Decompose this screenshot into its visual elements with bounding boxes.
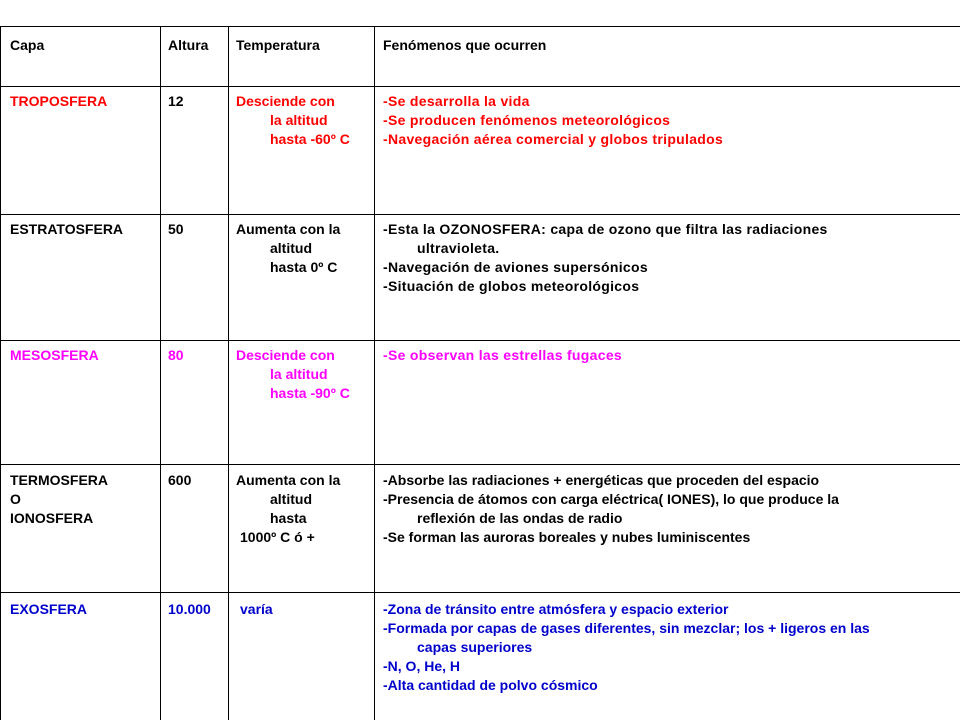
column-divider [374,26,375,720]
table-row-exosfera-capa: EXOSFERA [10,601,88,617]
row-divider [0,86,960,87]
row-divider [0,592,960,593]
table-row-termosfera-altura: 600 [168,472,192,488]
table-row-mesosfera-altura: 80 [168,347,184,363]
table-row-termosfera-temperatura: Aumenta con la altitud hasta 1000º C ó + [236,472,341,545]
header-altura: Altura [168,37,209,53]
table-row-estratosfera-capa: ESTRATOSFERA [10,221,124,237]
table-row-termosfera-capa: TERMOSFERA O IONOSFERA [10,472,108,526]
header-capa: Capa [10,37,45,53]
column-divider [0,26,1,720]
table-row-estratosfera-temperatura: Aumenta con la altitud hasta 0º C [236,221,341,275]
table-row-mesosfera-temperatura: Desciende con la altitud hasta -90º C [236,347,350,401]
table-row-exosfera-altura: 10.000 [168,601,211,617]
table-row-exosfera-fenomenos: -Zona de tránsito entre atmósfera y espacio exterior -Formada por capas de gases diferentes, sin mezclar; los + ligeros en las capas superiores -N, O, He, H -Alta cantidad de polvo cósmico [383,601,870,693]
table-row-exosfera-temperatura: varía [240,601,273,617]
table-row-troposfera-altura: 12 [168,93,184,109]
header-temperatura: Temperatura [236,37,320,53]
table-row-termosfera-fenomenos: -Absorbe las radiaciones + energéticas que proceden del espacio -Presencia de átomos con carga eléctrica( IONES), lo que produce la reflexión de las ondas de radio -Se forman las auroras boreales y nubes luminiscentes [383,472,839,545]
row-divider [0,340,960,341]
row-divider [0,214,960,215]
table-row-mesosfera-fenomenos: -Se observan las estrellas fugaces [383,347,622,363]
column-divider [160,26,161,720]
table-border-top [0,26,960,27]
table-row-troposfera-temperatura: Desciende con la altitud hasta -60º C [236,93,350,147]
column-divider [228,26,229,720]
table-row-troposfera-capa: TROPOSFERA [10,93,108,109]
header-fenomenos: Fenómenos que ocurren [383,37,547,53]
atmosphere-layers-table [0,26,960,720]
row-divider [0,464,960,465]
table-row-estratosfera-altura: 50 [168,221,184,237]
table-row-troposfera-fenomenos: -Se desarrolla la vida -Se producen fenómenos meteorológicos -Navegación aérea comercial y globos tripulados [383,93,724,147]
table-row-mesosfera-capa: MESOSFERA [10,347,99,363]
table-row-estratosfera-fenomenos: -Esta la OZONOSFERA: capa de ozono que filtra las radiaciones ultravioleta. -Navegación de aviones supersónicos -Situación de globos meteorológicos [383,221,828,294]
